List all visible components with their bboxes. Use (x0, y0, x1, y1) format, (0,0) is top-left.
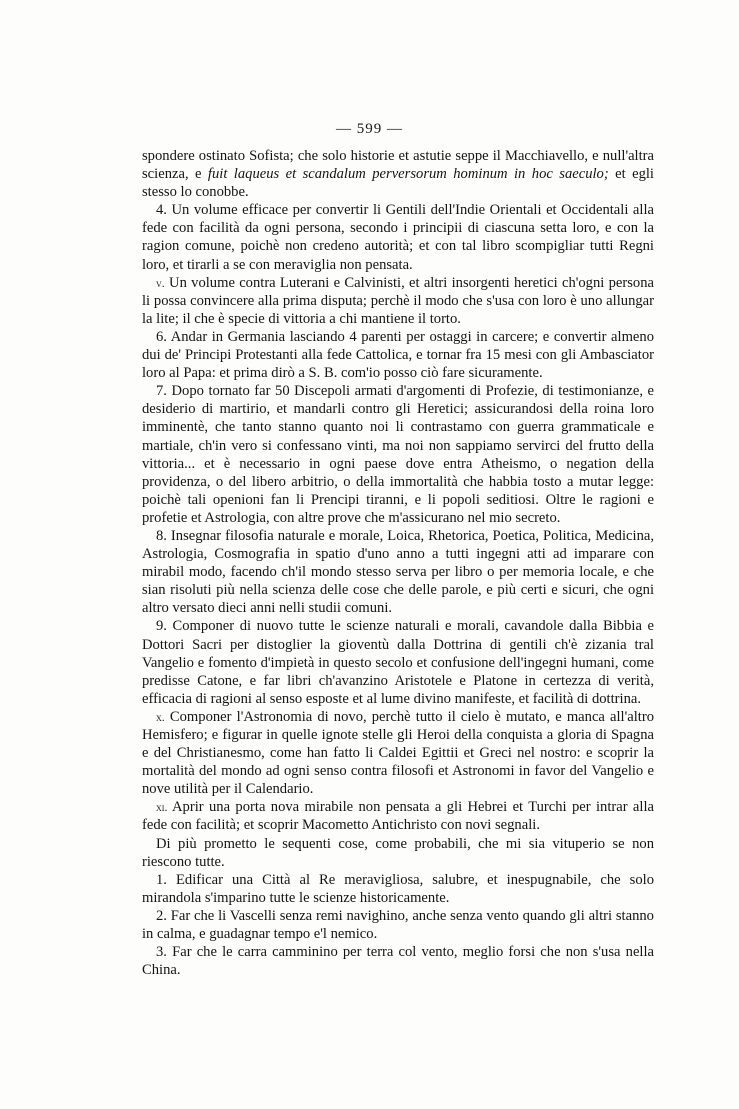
list-item (142, 798, 654, 834)
item-number: 1. (156, 871, 167, 888)
paragraph-text: et egli stesso lo conobbe. (142, 166, 654, 201)
list-item (142, 527, 654, 617)
item-text: Andar in Germania lasciando 4 parenti per ostaggi in carcere; e convertir almeno dui de' Principi Protestanti alla fede Cattolica, e tornar fra 15 mesi con gli Ambasciator loro al Papa: et prima dirò a S. B. com'io posso ciò fare sicuramente. (142, 328, 654, 382)
item-number: 2. (156, 907, 167, 924)
item-number: 3. (156, 944, 167, 961)
item-text: Insegnar filosofia naturale e morale, Loica, Rhetorica, Poetica, Politica, Medicina, Astrologia, Cosmografia in spatio d'uno anno a tutti ingegni atti ad imparare con mirabil modo, facendo ch'il mondo stesso serva per libro o per memoria locale, e che sian risoluti più nella scienza delle cose che delle parole, e più certi e sicuri, che ogni altro versato dieci anni nelli studii comuni. (142, 527, 654, 617)
item-text: Far che li Vascelli senza remi navighino, anche senza vento quando gli altri stanno in calma, e guadagnar tempo e'l nemico. (142, 907, 654, 943)
list-item (142, 382, 654, 527)
item-text: Edificar una Città al Re meravigliosa, salubre, et inespugnabile, che solo mirandola s'imparino tutte le scienze historicamente. (142, 871, 654, 906)
paragraph-text: spondere ostinato Sofista; che solo historie et astutie seppe il Macchiavello, e null'altra scienza, e (142, 148, 654, 183)
list-item (142, 708, 654, 798)
list-item (142, 201, 654, 273)
item-number: v. (156, 275, 165, 290)
intro-paragraph (142, 835, 654, 871)
list-item (142, 871, 654, 907)
item-text: Far che le carra camminino per terra col vento, meglio forsi che non s'usa nella China. (142, 944, 655, 979)
item-text: Dopo tornato far 50 Discepoli armati d'argomenti di Profezie, di testimonianze, e desiderio di martirio, et mandarli contro gli Heretici; assicurandosi della roina loro imminentè, che tanto stanno quanto noi li contrastamo con guerra grammaticale e martiale, ch'in vero si confessano vinti, ma noi non sappiamo servirci del frutto della vittoria... et è necessario in ogni paese dove entra Atheismo, o negation della providenza, o del libero arbitrio, o della immortalità che habbia tosto a mutar legge: poichè tali openioni fan li Prencipi tiranni, e li popoli seditiosi. Oltre le ragioni e profetie et Astrologia, con altre prove che m'assicurano nel mio secreto. (142, 383, 654, 526)
item-number: x. (156, 709, 165, 724)
page-number-header: — 599 — (336, 121, 403, 137)
item-text: Un volume contra Luterani e Calvinisti, et altri insorgenti heretici ch'ogni persona li possa convincere alla prima disputa; perchè il modo che s'usa con loro è uno allungar la lite; il che è specie di vittoria a chi mantiene il torto. (142, 274, 654, 327)
item-number: xi. (156, 800, 168, 815)
item-text: Aprir una porta nova mirabile non pensata a gli Hebrei et Turchi per intrar alla fede con facilità; et scoprir Macometto Antichristo con novi segnali. (142, 799, 654, 834)
item-number: 7. (156, 383, 167, 400)
item-text: Componer l'Astronomia di novo, perchè tutto il cielo è mutato, e manca all'altro Hemisfero; e figurar in quelle ignote stelle gli Heroi della conquista a gloria di Spagna e del Christianesmo, come han fatto li Caldei Egittii et Greci nel nostro: e scoprir la mortalità del mondo ad ogni senso contra filosofi et Astronomi in favor del Vangelio e nove utilità per il Calendario. (142, 708, 654, 798)
list-item (142, 328, 654, 382)
item-number: 9. (156, 618, 167, 635)
item-number: 6. (156, 328, 167, 345)
body-text (142, 147, 654, 979)
item-text: Componer di nuovo tutte le scienze naturali e morali, cavandole dalla Bibbia e Dottori Sacri per distoglier la gioventù dalla Dottrina di gentili ch'è zizania tral Vangelio e fomento d'impietà in questo secolo et confusione dell'ingegni humani, come predisse Catone, e far libri ch'avanzino Aristotele e Platone in certezza di verità, efficacia di ragioni al senso esposte et al lume divino manifeste, et facilità di dottrina. (142, 618, 654, 707)
item-number: 8. (156, 527, 167, 544)
list-item (142, 274, 654, 328)
latin-quotation: fuit laqueus et scandalum perversorum hominum in hoc saeculo; (207, 166, 609, 183)
item-text: Di più prometto le sequenti cose, come probabili, che mi sia vituperio se non riescono tutte. (142, 835, 654, 870)
item-text: Un volume efficace per convertir li Gentili dell'Indie Orientali et Occidentali alla fede con facilità da ogni persona, secondo i principii di ciascuna setta loro, e con la ragion comune, poichè non credeno autorità; et con tal libro scompigliar tutti Regni loro, et tirarli a se con meraviglia non pensata. (142, 202, 654, 273)
list-item (142, 907, 654, 943)
list-item (142, 943, 654, 979)
list-item (142, 617, 654, 707)
paragraph-continuation (142, 147, 654, 201)
item-number: 4. (156, 202, 167, 219)
